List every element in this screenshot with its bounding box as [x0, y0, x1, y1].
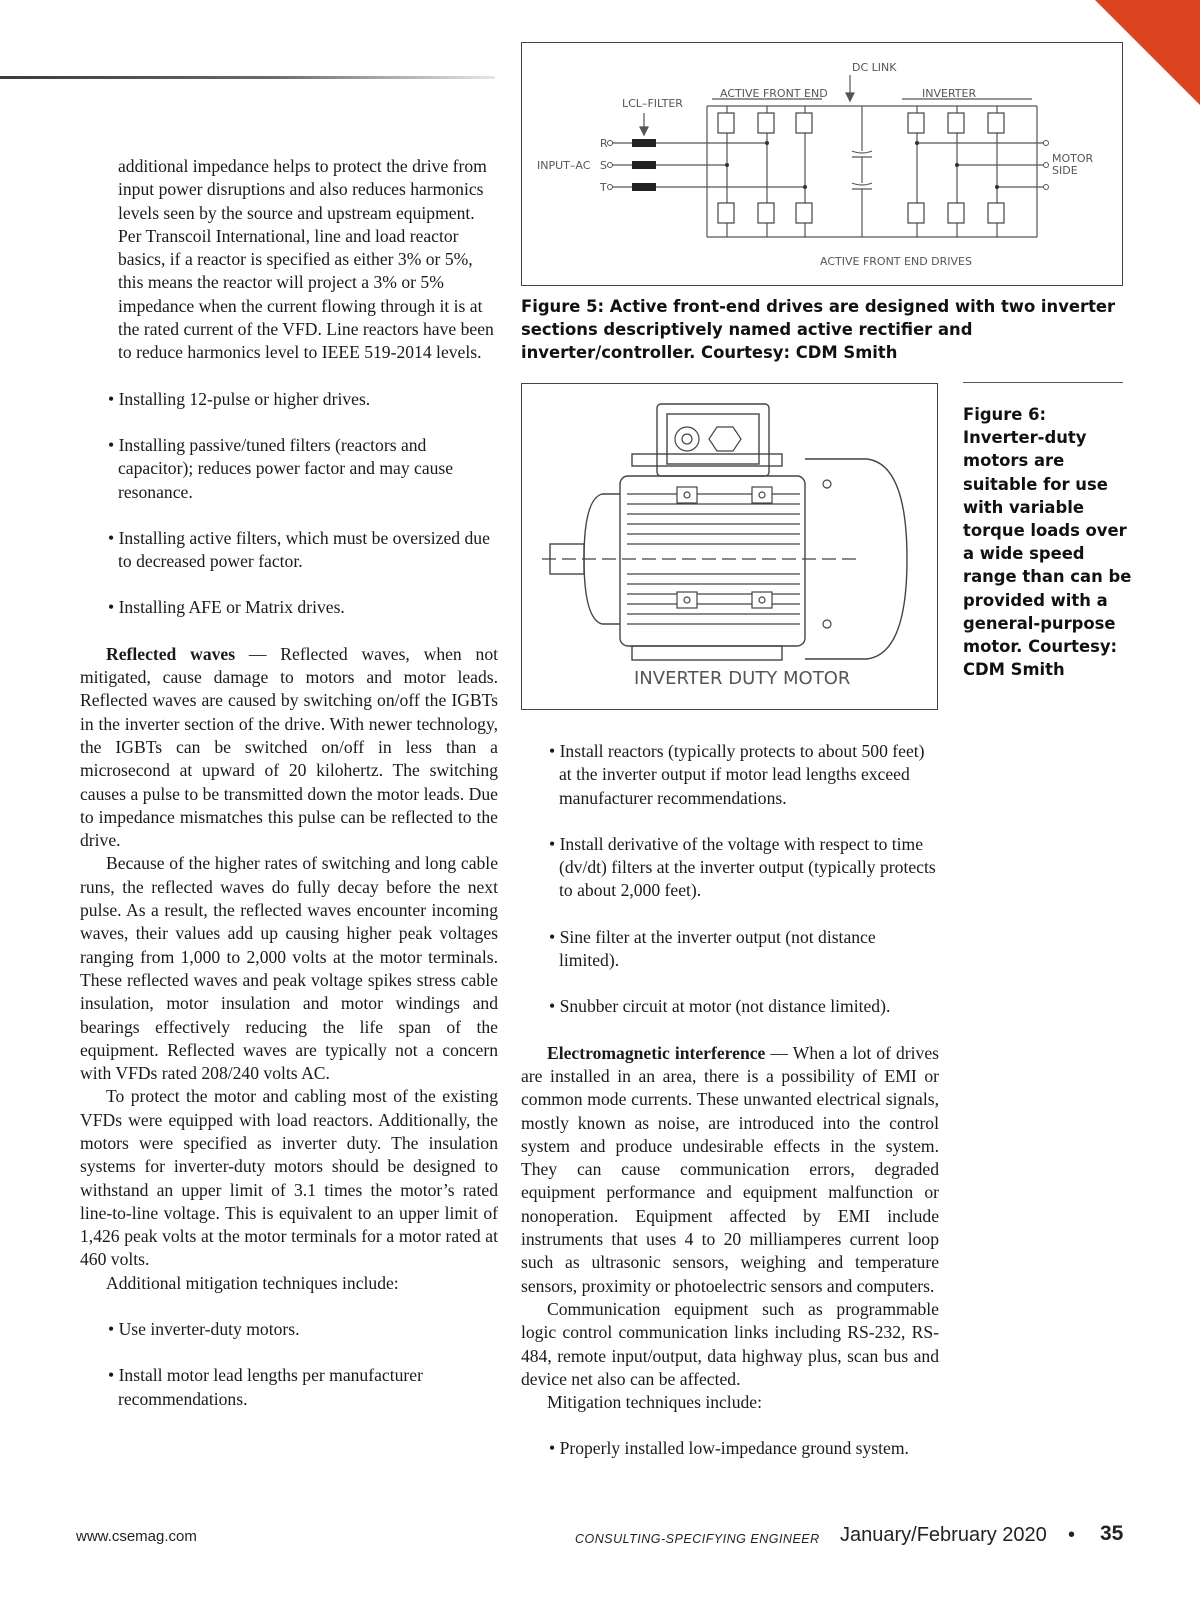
header-rule	[0, 76, 495, 79]
phase-r-label: R	[600, 137, 608, 150]
bullet-item: • Installing active filters, which must be oversized due to decreased power factor.	[80, 527, 498, 574]
figure-5-caption: Figure 5: Active front-end drives are designed with two inverter sections descriptively named active rectifier and inverter/controller. Courtesy: CDM Smith	[521, 297, 1116, 363]
footer-separator: •	[1068, 1524, 1076, 1546]
afe-label: ACTIVE FRONT END	[720, 87, 828, 100]
footer-issue-date: January/February 2020	[840, 1524, 1047, 1546]
page-number: 35	[1100, 1522, 1124, 1545]
bullet-item: • Install reactors (typically protects to about 500 feet) at the inverter output if motor lead lengths exceed manufacturer recommendations.	[521, 740, 939, 810]
emi-heading: Electromagnetic interference	[547, 1042, 766, 1063]
caption-rule	[963, 382, 1123, 383]
bullet-item: • Sine filter at the inverter output (not distance limited).	[521, 926, 939, 973]
afe-circuit-diagram	[522, 43, 1122, 285]
reflected-waves-text: — Reflected waves, when not mitigated, cause damage to motors and motor leads. Reflected waves are caused by switching on/off the IGBTs in the inverter section of the drive. With newer technology, the IGBTs can be switched on/off in less than a microsecond at upward of 20 kilohertz. The switching causes a pulse to be transmitted down the motor leads. Due to impedance mismatches this pulse can be reflected to the drive.	[80, 643, 499, 851]
figure-6-motor-diagram	[521, 383, 938, 710]
emi-paragraph	[521, 1042, 939, 1298]
bullet-item: • Use inverter-duty motors.	[80, 1318, 498, 1341]
bullet-item: • Installing passive/tuned filters (reactors and capacitor); reduces power factor and may cause resonance.	[80, 434, 498, 504]
intro-paragraph: additional impedance helps to protect the drive from input power disruptions and also reduces harmonics levels seen by the source and upstream equipment. Per Transcoil International, line and load reactor basics, if a reactor is specified as either 3% or 5%, this means the reactor will project a 3% or 5% impedance when the current flowing through it is at the rated current of the VFD. Line reactors have been to reduce harmonics level to IEEE 519-2014 levels.	[118, 156, 494, 363]
body-paragraph: Because of the higher rates of switching and long cable runs, the reflected waves do fully decay before the next pulse. As a result, the reflected waves encounter incoming waves, their values add up causing higher peak voltages ranging from 1,000 to 2,000 volts at the motor terminals. These reflected waves and peak voltage spikes stress cable insulation, motor insulation and motor windings and bearings effectively reducing the life span of the equipment. Reflected waves are typically not a concern with VFDs rated 208/240 volts AC.	[80, 853, 498, 1084]
lcl-filter-label: LCL–FILTER	[622, 97, 683, 110]
inverter-duty-motor-label: INVERTER DUTY MOTOR	[634, 668, 851, 689]
motor-label: MOTOR	[1052, 152, 1094, 165]
inverter-label: INVERTER	[922, 87, 977, 100]
body-paragraph: Mitigation techniques include:	[547, 1392, 762, 1413]
footer-url-link[interactable]: www.csemag.com	[76, 1528, 197, 1545]
body-paragraph: To protect the motor and cabling most of the existing VFDs were equipped with load reactors. Additionally, the motors were specified as inverter duty. The insulation systems for inverter-duty motors should be designed to withstand an upper limit of 3.1 times the motor’s rated line-to-line voltage. This is equivalent to an upper limit of 1,426 peak volts at the motor terminals for a motor rated at 460 volts.	[80, 1086, 498, 1270]
phase-s-label: S	[600, 159, 607, 172]
reflected-waves-paragraph	[80, 643, 498, 853]
afe-drives-label: ACTIVE FRONT END DRIVES	[820, 255, 972, 268]
side-label: SIDE	[1052, 164, 1078, 177]
bullet-item: • Installing 12-pulse or higher drives.	[80, 388, 498, 411]
inverter-duty-motor-drawing	[522, 384, 937, 709]
footer-magazine-name: CONSULTING-SPECIFYING ENGINEER	[575, 1532, 820, 1546]
bullet-item: • Install motor lead lengths per manufacturer recommendations.	[80, 1364, 498, 1411]
bullet-item: • Properly installed low-impedance ground system.	[521, 1437, 939, 1460]
left-column	[80, 155, 498, 1411]
right-column	[521, 740, 939, 1461]
figure-6-caption: Figure 6: Inverter-duty motors are suitable for use with variable torque loads over a wide speed range than can be provided with a general-purpose motor. Courtesy: CDM Smith	[963, 405, 1132, 680]
bullet-item: • Snubber circuit at motor (not distance limited).	[521, 995, 939, 1018]
figure-5-afe-diagram	[521, 42, 1123, 286]
bullet-item: • Installing AFE or Matrix drives.	[80, 596, 498, 619]
phase-t-label: T	[600, 181, 607, 194]
input-ac-label: INPUT–AC	[537, 159, 591, 172]
body-paragraph: Communication equipment such as programmable logic control communication links including RS-232, RS-484, remote input/output, data highway plus, scan bus and device net also can be affected.	[521, 1298, 939, 1389]
reflected-waves-heading: Reflected waves	[106, 643, 236, 664]
body-paragraph: Additional mitigation techniques include:	[106, 1272, 399, 1293]
emi-text: — When a lot of drives are installed in an area, there is a possibility of EMI or common mode currents. These unwanted electrical signals, mostly known as noise, are introduced into the control system and produce undesirable effects in the system. They can cause communication errors, degraded equipment performance and equipment malfunction or nonoperation. Equipment affected by EMI include instruments that uses 4 to 20 milliamperes current loop such as ultrasonic sensors, weighing and temperature sensors, proximity or photoelectric sensors and computers.	[521, 1042, 939, 1296]
bullet-item: • Install derivative of the voltage with respect to time (dv/dt) filters at the inverter output (typically protects to about 2,000 feet).	[521, 833, 939, 903]
dc-link-label: DC LINK	[852, 61, 897, 74]
